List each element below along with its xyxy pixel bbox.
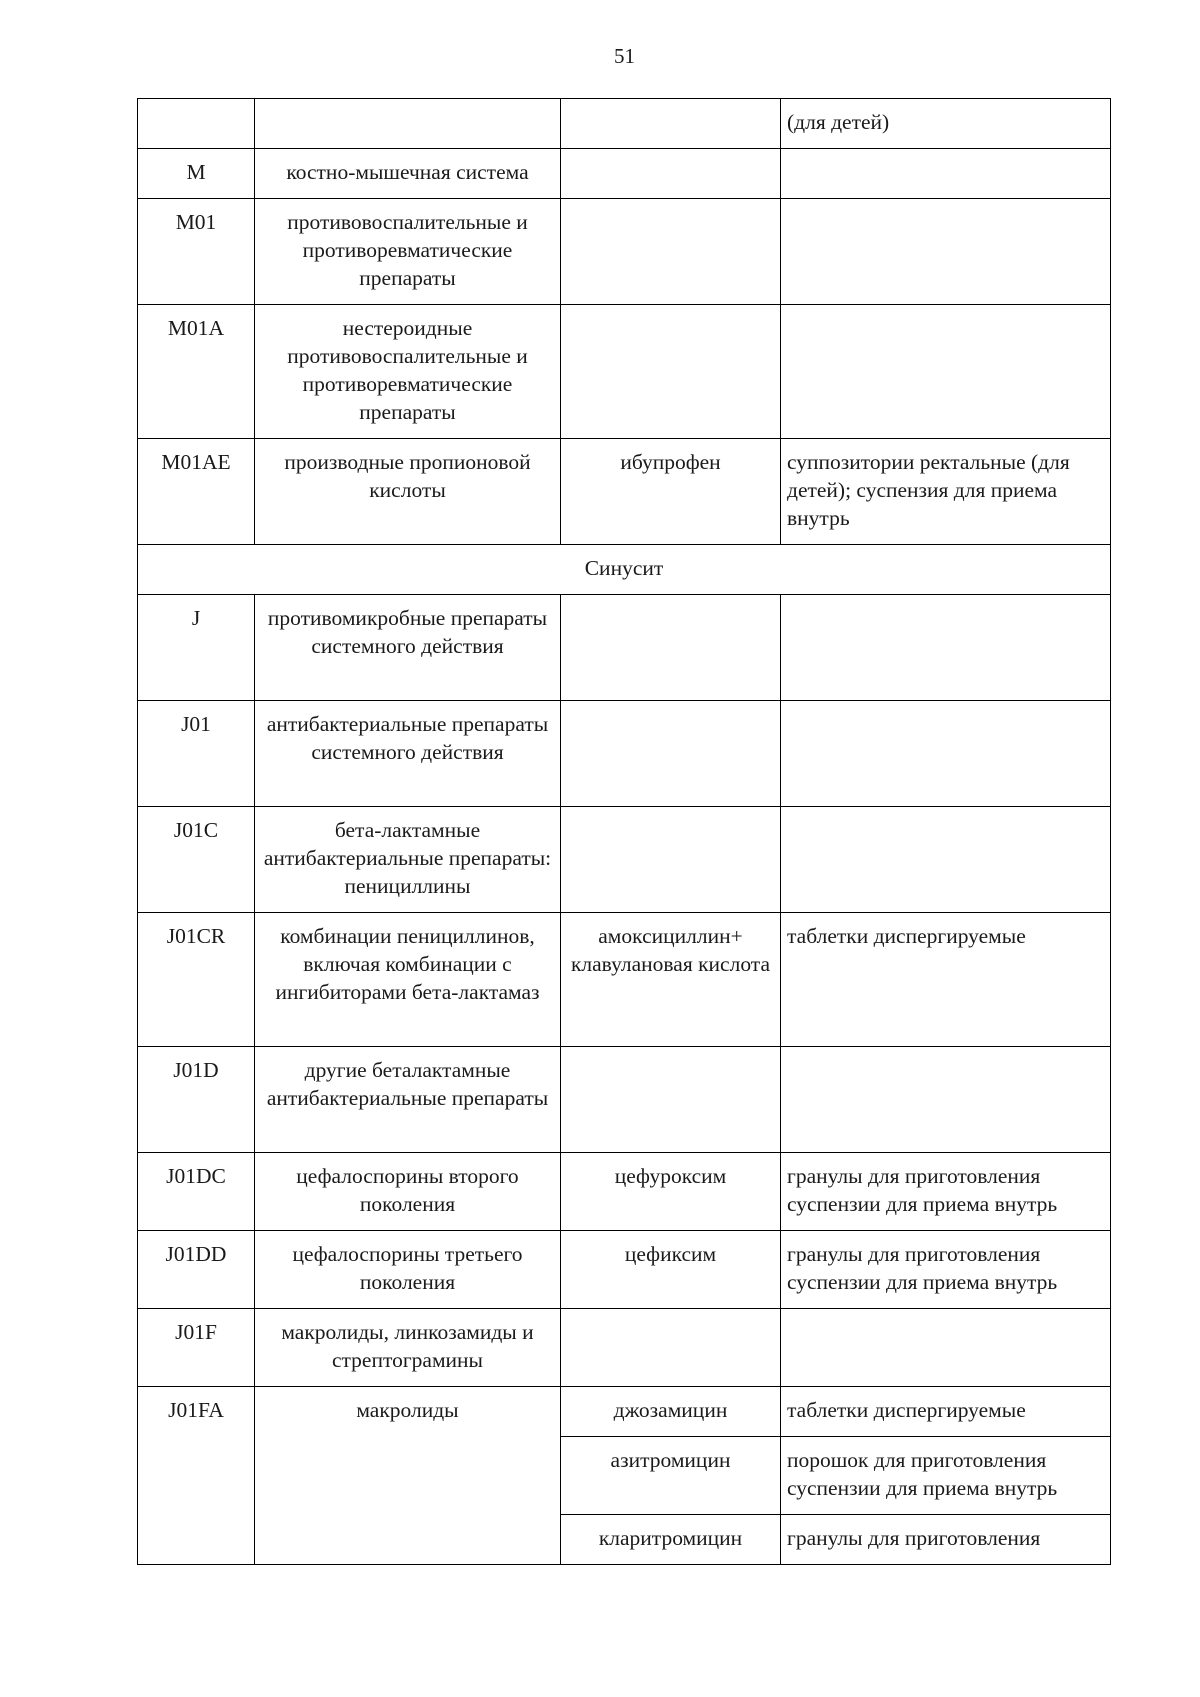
atc-code-cell: J01F [138,1309,255,1387]
dosage-form-cell [781,1309,1111,1387]
atc-code-cell: M01A [138,305,255,439]
atc-code-cell: J01CR [138,913,255,1047]
drug-name-cell [561,1047,781,1153]
atc-code-cell: J01DD [138,1231,255,1309]
drug-name-cell [561,99,781,149]
table-row [138,1309,1111,1387]
drug-name-cell: цефуроксим [561,1153,781,1231]
table-row [138,99,1111,149]
atc-code-cell [138,99,255,149]
table-row [138,149,1111,199]
dosage-form-cell: гранулы для приготовления суспензии для приема внутрь [781,1153,1111,1231]
table-row [138,807,1111,913]
table-row [138,439,1111,545]
drug-name-cell [561,199,781,305]
dosage-form-cell [781,305,1111,439]
table-row [138,595,1111,701]
atc-drug-table [137,98,1111,1565]
atc-code-cell: J01C [138,807,255,913]
atc-code-cell: J01 [138,701,255,807]
drug-name-cell: ибупрофен [561,439,781,545]
dosage-form-cell [781,199,1111,305]
drug-name-cell: джозамицин [561,1387,781,1437]
dosage-form-cell: суппозитории ректальные (для детей); суспензия для приема внутрь [781,439,1111,545]
dosage-form-cell: гранулы для приготовления суспензии для приема внутрь [781,1231,1111,1309]
anatomic-group-cell: макролиды [255,1387,561,1565]
anatomic-group-cell: противомикробные препараты системного действия [255,595,561,701]
drug-name-cell [561,149,781,199]
drug-name-cell: цефиксим [561,1231,781,1309]
dosage-form-cell [781,701,1111,807]
anatomic-group-cell: бета-лактамные антибактериальные препараты: пенициллины [255,807,561,913]
dosage-form-cell: таблетки диспергируемые [781,1387,1111,1437]
group-b-body [138,595,1111,1387]
atc-code-cell: M [138,149,255,199]
drug-name-cell [561,1309,781,1387]
anatomic-group-cell: цефалоспорины второго поколения [255,1153,561,1231]
table-row [138,199,1111,305]
table-row [138,701,1111,807]
drug-name-cell: азитромицин [561,1437,781,1515]
anatomic-group-cell: производные пропионовой кислоты [255,439,561,545]
section-title: Синусит [138,545,1111,595]
dosage-form-cell: порошок для приготовления суспензии для приема внутрь [781,1437,1111,1515]
atc-code-cell: M01 [138,199,255,305]
table-row [138,1153,1111,1231]
anatomic-group-cell: цефалоспорины третьего поколения [255,1231,561,1309]
table-row [138,1387,1111,1437]
page-number: 51 [614,44,635,68]
dosage-form-cell: (для детей) [781,99,1111,149]
anatomic-group-cell: противовоспалительные и противоревматические препараты [255,199,561,305]
anatomic-group-cell: антибактериальные препараты системного действия [255,701,561,807]
dosage-form-cell [781,149,1111,199]
atc-code-cell: J01D [138,1047,255,1153]
macrolides-body [138,1387,1111,1565]
table-row [138,305,1111,439]
group-a-body [138,149,1111,545]
dosage-form-cell [781,1047,1111,1153]
table-row [138,1231,1111,1309]
anatomic-group-cell [255,99,561,149]
anatomic-group-cell: комбинации пенициллинов, включая комбинации с ингибиторами бета-лактамаз [255,913,561,1047]
dosage-form-cell: гранулы для приготовления [781,1515,1111,1565]
table-body [138,99,1111,149]
drug-name-cell [561,807,781,913]
anatomic-group-cell: макролиды, линкозамиды и стрептограмины [255,1309,561,1387]
table-row [138,1047,1111,1153]
anatomic-group-cell: костно-мышечная система [255,149,561,199]
atc-code-cell: J01FA [138,1387,255,1565]
atc-code-cell: J01DC [138,1153,255,1231]
table-row [138,913,1111,1047]
drug-name-cell: амоксициллин+ клавулановая кислота [561,913,781,1047]
atc-code-cell: M01AE [138,439,255,545]
anatomic-group-cell: нестероидные противовоспалительные и противоревматические препараты [255,305,561,439]
section-row [138,545,1111,595]
anatomic-group-cell: другие беталактамные антибактериальные препараты [255,1047,561,1153]
dosage-form-cell: таблетки диспергируемые [781,913,1111,1047]
drug-name-cell [561,701,781,807]
drug-name-cell [561,305,781,439]
section-body [138,545,1111,595]
dosage-form-cell [781,807,1111,913]
atc-code-cell: J [138,595,255,701]
dosage-form-cell [781,595,1111,701]
drug-name-cell: кларитромицин [561,1515,781,1565]
drug-name-cell [561,595,781,701]
